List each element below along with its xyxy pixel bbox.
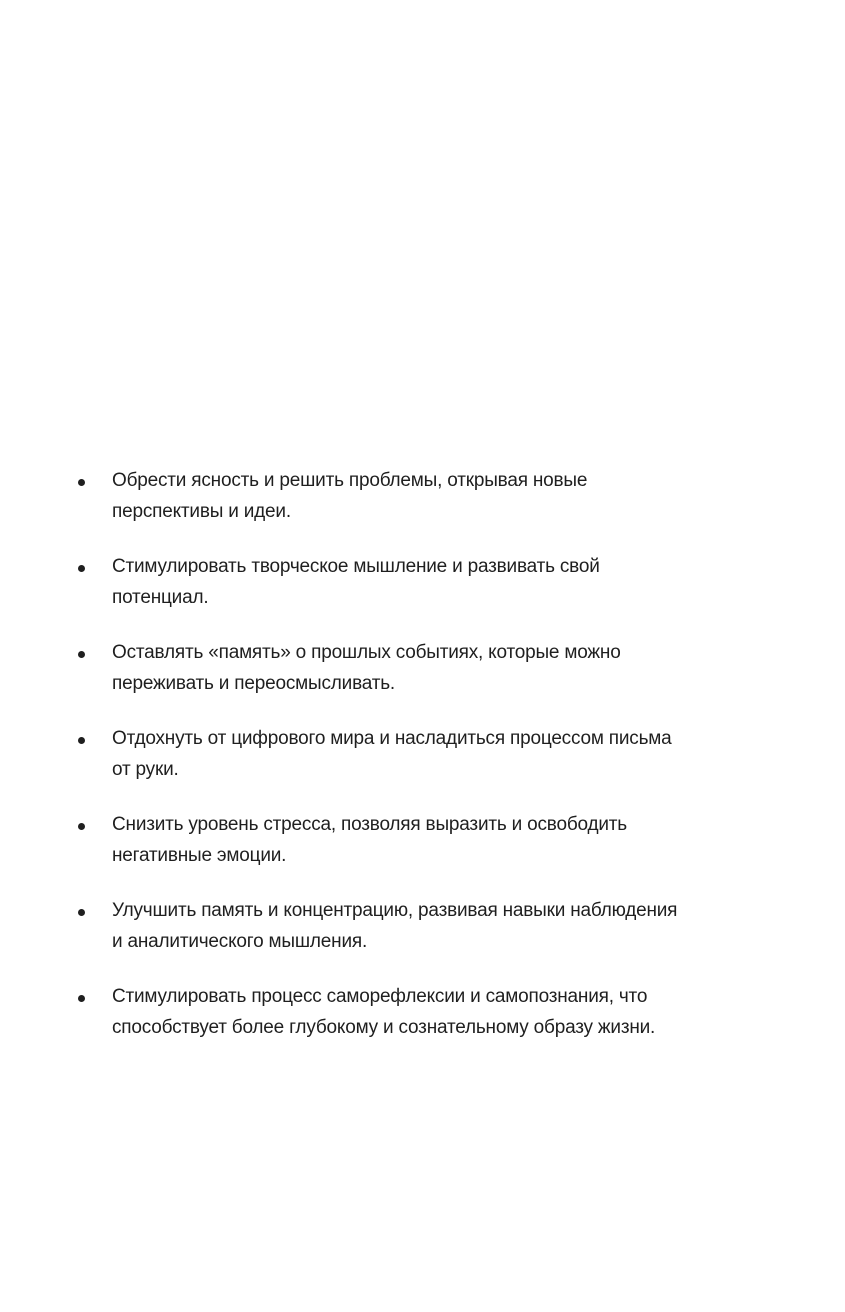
list-item [0,809,845,895]
bullet-dot-icon [78,823,85,830]
list-item [0,465,845,551]
list-item-text: Оставлять «память» о прошлых событиях, которые можно переживать и переосмысливать. [112,642,621,694]
list-item-text: Обрести ясность и решить проблемы, открывая новые перспективы и идеи. [112,470,588,522]
list-item-text: Снизить уровень стресса, позволяя выразить и освободить негативные эмоции. [112,814,627,866]
bullet-dot-icon [78,737,85,744]
list-item-text: Улучшить память и концентрацию, развивая навыки наблюдения и аналитического мышления. [112,900,678,952]
bullet-dot-icon [78,651,85,658]
list-item-text: Стимулировать творческое мышление и развивать свой потенциал. [112,556,600,608]
bullet-dot-icon [78,995,85,1002]
list-item [0,895,845,981]
bullet-dot-icon [78,479,85,486]
list-item [0,981,845,1067]
bullet-dot-icon [78,565,85,572]
list-item-text: Отдохнуть от цифрового мира и насладиться процессом письма от руки. [112,728,672,780]
list-item [0,723,845,809]
list-item [0,551,845,637]
bullet-dot-icon [78,909,85,916]
list-item [0,637,845,723]
list-item-text: Стимулировать процесс саморефлексии и самопознания, что способствует более глубокому и сознательному образу жизни. [112,986,656,1038]
benefits-bullet-list [0,465,845,1067]
